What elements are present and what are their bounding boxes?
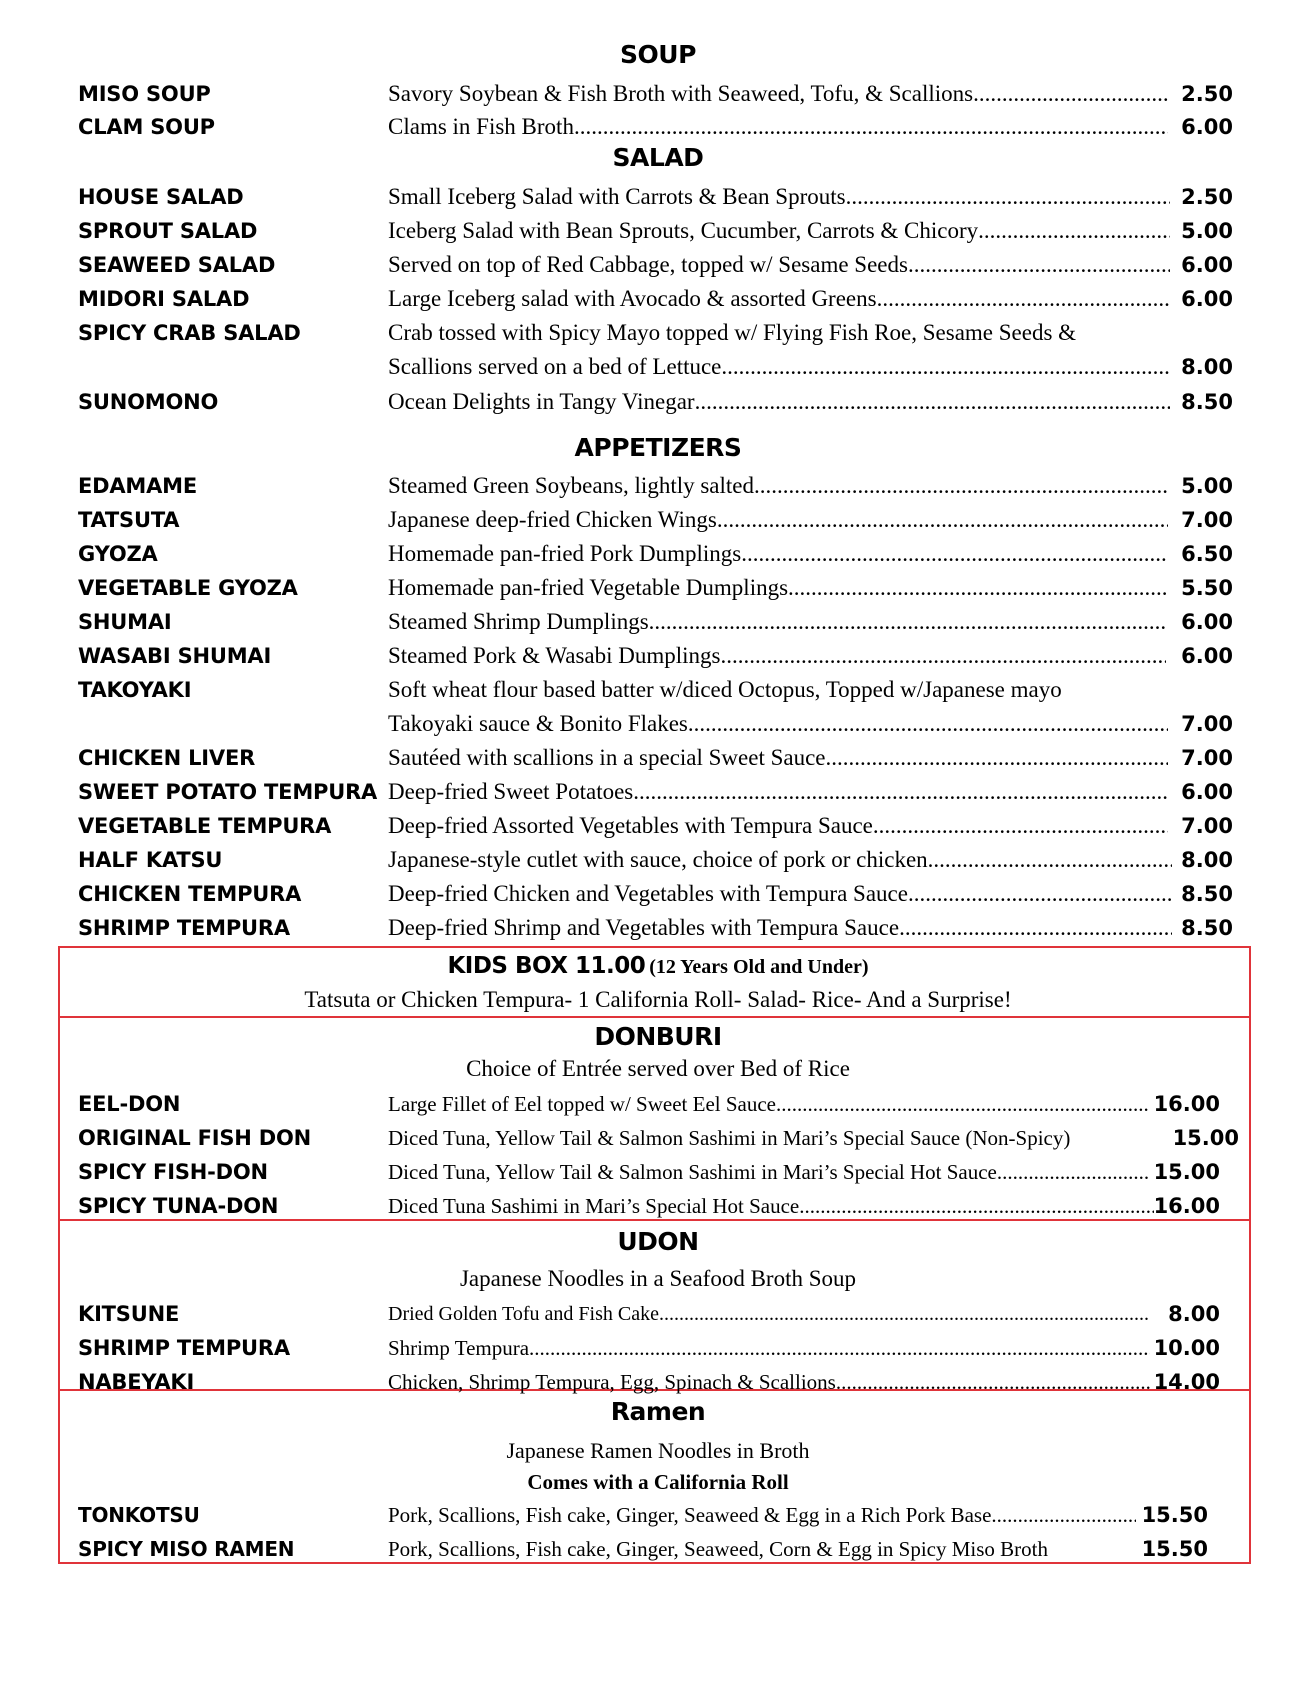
menu-item (0, 470, 1316, 502)
soup-heading: SOUP (620, 40, 696, 69)
menu-item (0, 1298, 1316, 1330)
item-price: 8.00 (1168, 1302, 1220, 1326)
menu-item (0, 1088, 1316, 1120)
menu-item (0, 215, 1316, 247)
item-price: 8.50 (1181, 390, 1233, 414)
item-name: VEGETABLE GYOZA (78, 576, 298, 600)
item-name: SWEET POTATO TEMPURA (78, 780, 378, 804)
item-desc: Large Iceberg salad with Avocado & assorted Greens ..... (388, 283, 1170, 315)
item-price: 8.50 (1181, 916, 1233, 940)
item-price: 15.00 (1153, 1160, 1220, 1184)
item-price: 6.00 (1181, 610, 1233, 634)
item-price: 10.00 (1153, 1336, 1220, 1360)
menu-item (0, 181, 1316, 213)
item-desc: Pork, Scallions, Fish cake, Ginger, Seaweed & Egg in a Rich Pork Base ..... (388, 1499, 1136, 1531)
item-name: SUNOMONO (78, 390, 219, 414)
item-price: 8.00 (1181, 848, 1233, 872)
item-name: WASABI SHUMAI (78, 644, 272, 668)
item-name: EEL-DON (78, 1092, 181, 1116)
item-desc: Japanese-style cutlet with sauce, choice of pork or chicken ..... (388, 844, 1172, 876)
item-name: VEGETABLE TEMPURA (78, 814, 332, 838)
item-desc: Served on top of Red Cabbage, topped w/ Sesame Seeds ..... (388, 249, 1170, 281)
menu-item (0, 1122, 1316, 1154)
item-name: SEAWEED SALAD (78, 253, 276, 277)
ramen-heading: Ramen (610, 1397, 706, 1426)
item-desc: Large Fillet of Eel topped w/ Sweet Eel Sauce ..... (388, 1088, 1150, 1120)
item-name: GYOZA (78, 542, 158, 566)
item-price: 6.00 (1181, 253, 1233, 277)
item-desc: Small Iceberg Salad with Carrots & Bean Sprouts ..... (388, 181, 1170, 213)
ramen-subtitle-bold: Comes with a California Roll (527, 1470, 789, 1494)
menu-item (0, 317, 1316, 349)
item-name: TATSUTA (78, 508, 180, 532)
item-name: ORIGINAL FISH DON (78, 1126, 312, 1150)
item-desc: Dried Golden Tofu and Fish Cake ..... (388, 1298, 1150, 1330)
item-desc-line1: Crab tossed with Spicy Mayo topped w/ Flying Fish Roe, Sesame Seeds & (388, 320, 1077, 345)
item-price: 16.00 (1153, 1092, 1220, 1116)
menu-item (0, 674, 1316, 706)
item-price: 8.00 (1181, 355, 1233, 379)
item-price: 15.50 (1141, 1503, 1208, 1527)
item-desc: Diced Tuna Sashimi in Mari’s Special Hot Sauce ..... (388, 1190, 1154, 1222)
item-name: TAKOYAKI (78, 678, 192, 702)
item-price: 5.50 (1181, 576, 1233, 600)
item-desc: Clams in Fish Broth ..... (388, 111, 1168, 143)
item-name: MISO SOUP (78, 82, 211, 106)
menu-item (0, 1533, 1316, 1565)
item-desc: Diced Tuna, Yellow Tail & Salmon Sashimi in Mari’s Special Hot Sauce ..... (388, 1156, 1150, 1188)
menu-item (0, 844, 1316, 876)
item-desc: Pork, Scallions, Fish cake, Ginger, Seaweed, Corn & Egg in Spicy Miso Broth (388, 1537, 1049, 1561)
menu-item-continuation (0, 351, 1316, 383)
donburi-subtitle: Choice of Entrée served over Bed of Rice (466, 1056, 850, 1081)
menu-item (0, 776, 1316, 808)
item-price: 8.50 (1181, 882, 1233, 906)
item-name: SHRIMP TEMPURA (78, 916, 290, 940)
kids-box-title (0, 950, 1316, 985)
menu-item (0, 742, 1316, 774)
item-price: 14.00 (1153, 1370, 1220, 1394)
udon-heading: UDON (617, 1227, 699, 1256)
item-name: SHUMAI (78, 610, 172, 634)
menu-item (0, 538, 1316, 570)
menu-item (0, 1366, 1316, 1398)
menu-item (0, 810, 1316, 842)
kids-box-label: KIDS BOX 11.00 (447, 953, 646, 979)
item-name: KITSUNE (78, 1302, 180, 1326)
appetizers-heading: APPETIZERS (574, 433, 742, 462)
divider-kids-donburi (58, 1016, 1251, 1018)
item-desc: Deep-fried Chicken and Vegetables with Tempura Sauce ..... (388, 878, 1172, 910)
item-price: 6.00 (1181, 287, 1233, 311)
kids-box-desc: Tatsuta or Chicken Tempura- 1 California Roll- Salad- Rice- And a Surprise! (304, 987, 1012, 1012)
menu-item (0, 912, 1316, 944)
item-desc: Steamed Green Soybeans, lightly salted ..... (388, 470, 1168, 502)
item-desc-line1: Soft wheat flour based batter w/diced Octopus, Topped w/Japanese mayo (388, 677, 1062, 702)
menu-item (0, 1190, 1316, 1222)
item-name: SPICY TUNA-DON (78, 1194, 279, 1218)
item-desc: Iceberg Salad with Bean Sprouts, Cucumber, Carrots & Chicory ..... (388, 215, 1170, 247)
menu-item (0, 1499, 1316, 1531)
item-name: MIDORI SALAD (78, 287, 250, 311)
item-price: 16.00 (1153, 1194, 1220, 1218)
item-desc: Sautéed with scallions in a special Sweet Sauce ..... (388, 742, 1168, 774)
item-name: NABEYAKI (78, 1370, 195, 1394)
item-price: 6.00 (1181, 644, 1233, 668)
kids-box-note: (12 Years Old and Under) (649, 956, 869, 978)
item-name: CHICKEN LIVER (78, 746, 256, 770)
item-price: 6.50 (1181, 542, 1233, 566)
item-desc: Deep-fried Sweet Potatoes ..... (388, 776, 1168, 808)
item-desc: Deep-fried Assorted Vegetables with Tempura Sauce ..... (388, 810, 1168, 842)
menu-item (0, 111, 1316, 143)
item-price: 5.00 (1181, 219, 1233, 243)
item-name: TONKOTSU (78, 1503, 200, 1527)
ramen-subtitle: Japanese Ramen Noodles in Broth (506, 1438, 810, 1463)
item-name: CLAM SOUP (78, 115, 215, 139)
item-desc: Homemade pan-fried Pork Dumplings ..... (388, 538, 1168, 570)
item-desc: Chicken, Shrimp Tempura, Egg, Spinach & Scallions ..... (388, 1366, 1150, 1398)
menu-item (0, 1332, 1316, 1364)
item-desc: Shrimp Tempura ..... (388, 1332, 1150, 1364)
item-desc: Diced Tuna, Yellow Tail & Salmon Sashimi in Mari’s Special Sauce (Non-Spicy) (388, 1126, 1071, 1150)
item-desc: Savory Soybean & Fish Broth with Seaweed, Tofu, & Scallions ..... (388, 78, 1168, 110)
salad-heading: SALAD (612, 143, 704, 172)
menu-item-continuation (0, 708, 1316, 740)
item-price: 5.00 (1181, 474, 1233, 498)
menu-item (0, 572, 1316, 604)
menu-item (0, 249, 1316, 281)
item-price: 6.00 (1181, 780, 1233, 804)
item-desc: Japanese deep-fried Chicken Wings ..... (388, 504, 1168, 536)
menu-item (0, 283, 1316, 315)
item-price: 7.00 (1181, 508, 1233, 532)
item-price: 15.00 (1172, 1126, 1239, 1150)
item-name: HOUSE SALAD (78, 185, 244, 209)
item-name: SPICY FISH-DON (78, 1160, 268, 1184)
item-desc: Scallions served on a bed of Lettuce ..... (388, 351, 1170, 383)
menu-item (0, 78, 1316, 110)
item-desc: Ocean Delights in Tangy Vinegar ..... (388, 386, 1170, 418)
item-name: SPICY MISO RAMEN (78, 1537, 295, 1561)
item-desc: Takoyaki sauce & Bonito Flakes ..... (388, 708, 1168, 740)
item-price: 7.00 (1181, 814, 1233, 838)
item-desc: Homemade pan-fried Vegetable Dumplings ..... (388, 572, 1168, 604)
item-name: CHICKEN TEMPURA (78, 882, 302, 906)
item-price: 15.50 (1141, 1537, 1208, 1561)
menu-item (0, 386, 1316, 418)
item-desc: Steamed Shrimp Dumplings ..... (388, 606, 1166, 638)
menu-item (0, 640, 1316, 672)
item-name: SHRIMP TEMPURA (78, 1336, 290, 1360)
item-price: 2.50 (1181, 185, 1233, 209)
item-price: 6.00 (1181, 115, 1233, 139)
menu-item (0, 504, 1316, 536)
item-price: 2.50 (1181, 82, 1233, 106)
menu-item (0, 1156, 1316, 1188)
item-name: SPICY CRAB SALAD (78, 321, 301, 345)
udon-subtitle: Japanese Noodles in a Seafood Broth Soup (459, 1266, 857, 1291)
item-name: SPROUT SALAD (78, 219, 258, 243)
menu-item (0, 878, 1316, 910)
menu-item (0, 606, 1316, 638)
item-name: EDAMAME (78, 474, 198, 498)
item-name: HALF KATSU (78, 848, 223, 872)
item-price: 7.00 (1181, 712, 1233, 736)
item-price: 7.00 (1181, 746, 1233, 770)
item-desc: Deep-fried Shrimp and Vegetables with Tempura Sauce ..... (388, 912, 1172, 944)
donburi-heading: DONBURI (594, 1022, 722, 1051)
item-desc: Steamed Pork & Wasabi Dumplings ..... (388, 640, 1166, 672)
